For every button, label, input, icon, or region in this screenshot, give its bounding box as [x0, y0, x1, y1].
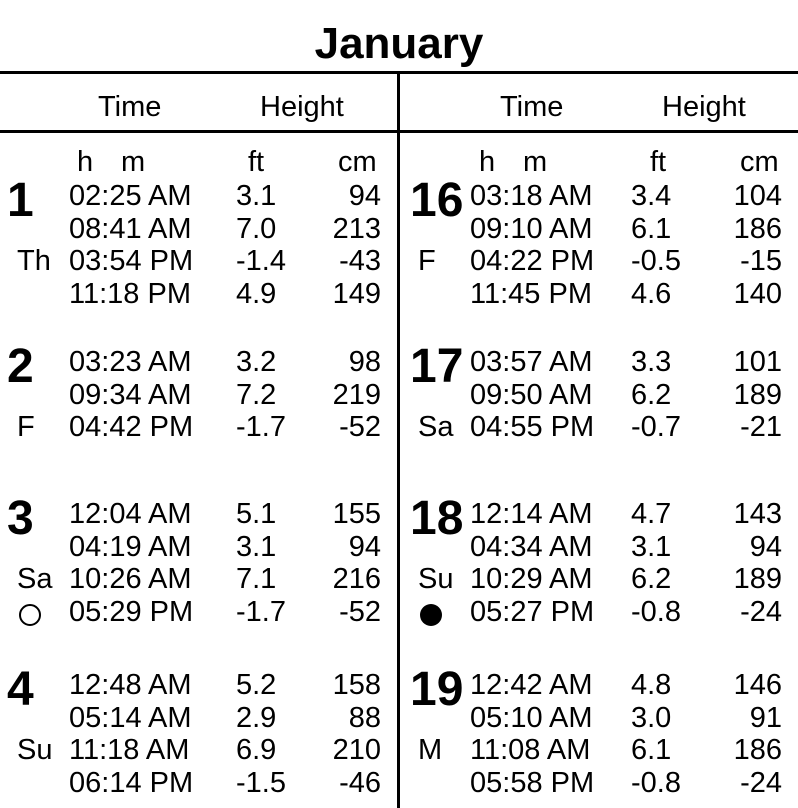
tide-time: 04:34 AM	[470, 530, 593, 563]
tide-time: 04:19 AM	[69, 530, 192, 563]
minutes-unit: m	[523, 146, 548, 178]
tide-height-ft: 6.2	[631, 563, 672, 595]
tide-height-cm: 101	[733, 346, 782, 378]
tide-time: 09:10 AM	[470, 212, 593, 245]
tide-height-ft: 4.7	[631, 498, 672, 530]
day-of-week: F	[418, 245, 436, 277]
tide-time: 05:10 AM	[470, 701, 593, 734]
tide-time: 12:48 AM	[69, 669, 192, 701]
tide-height-cm: 140	[733, 277, 782, 310]
tide-time: 04:55 PM	[470, 411, 595, 443]
height-column-header: Height	[662, 91, 746, 123]
tide-height-ft: 7.2	[236, 378, 277, 411]
tide-time: 10:29 AM	[470, 563, 593, 595]
tide-height-ft: 2.9	[236, 701, 277, 734]
day-number: 2	[7, 340, 34, 393]
tide-height-cm: 219	[332, 378, 381, 411]
tide-height-ft: 6.1	[631, 212, 672, 245]
tide-time: 05:27 PM	[470, 595, 595, 628]
tide-height-cm: 210	[332, 734, 381, 766]
tide-height-cm: 94	[749, 530, 782, 563]
tide-height-ft: 6.1	[631, 734, 672, 766]
tide-time: 04:42 PM	[69, 411, 194, 443]
tide-height-ft: -1.4	[236, 245, 286, 277]
tide-height-ft: 4.8	[631, 669, 672, 701]
tide-height-cm: -24	[740, 766, 782, 799]
tide-height-cm: 98	[348, 346, 381, 378]
tide-height-ft: -1.5	[236, 766, 286, 799]
tide-time: 11:45 PM	[470, 277, 592, 310]
month-title: January	[314, 19, 484, 68]
tide-time: 03:18 AM	[470, 180, 593, 212]
tide-height-cm: 94	[348, 180, 381, 212]
panel-divider	[397, 72, 400, 808]
day-of-week: F	[17, 411, 35, 443]
time-column-header: Time	[98, 91, 162, 123]
tide-height-ft: 7.1	[236, 563, 277, 595]
tide-height-cm: -24	[740, 595, 782, 628]
day-of-week: Sa	[17, 563, 53, 595]
tide-time: 09:50 AM	[470, 378, 593, 411]
day-number: 18	[410, 492, 464, 545]
tide-time: 12:14 AM	[470, 498, 593, 530]
tide-height-cm: 91	[749, 701, 782, 734]
tide-height-cm: 149	[332, 277, 381, 310]
tide-time: 10:26 AM	[69, 563, 192, 595]
tide-height-ft: 3.2	[236, 346, 277, 378]
day-of-week: Sa	[418, 411, 454, 443]
tide-height-cm: 186	[733, 212, 782, 245]
tide-time: 05:58 PM	[470, 766, 595, 799]
day-of-week: M	[418, 734, 443, 766]
tide-time: 12:42 AM	[470, 669, 593, 701]
tide-height-cm: 88	[348, 701, 381, 734]
tide-time: 03:54 PM	[69, 245, 194, 277]
tide-height-ft: 4.6	[631, 277, 672, 310]
centimeters-unit: cm	[740, 146, 779, 178]
tide-height-ft: 6.9	[236, 734, 277, 766]
tide-height-ft: -0.8	[631, 595, 681, 628]
tide-height-ft: 5.2	[236, 669, 277, 701]
tide-height-ft: 3.0	[631, 701, 672, 734]
tide-height-cm: -43	[339, 245, 381, 277]
centimeters-unit: cm	[338, 146, 377, 178]
day-of-week: Su	[418, 563, 454, 595]
tide-time: 02:25 AM	[69, 180, 192, 212]
tide-height-ft: -0.5	[631, 245, 681, 277]
tide-height-ft: -1.7	[236, 595, 286, 628]
tide-time: 11:18 PM	[69, 277, 191, 310]
full-moon-icon	[19, 604, 41, 626]
tide-height-cm: 158	[332, 669, 381, 701]
tide-height-ft: -0.8	[631, 766, 681, 799]
tide-height-cm: 189	[733, 563, 782, 595]
tide-height-ft: 3.4	[631, 180, 672, 212]
tide-height-cm: -15	[740, 245, 782, 277]
height-column-header: Height	[260, 91, 344, 123]
tide-time: 04:22 PM	[470, 245, 595, 277]
day-number: 17	[410, 340, 464, 393]
hours-unit: h	[77, 146, 94, 178]
tide-height-ft: 5.1	[236, 498, 277, 530]
day-number: 1	[7, 174, 34, 227]
tide-time: 06:14 PM	[69, 766, 194, 799]
feet-unit: ft	[248, 146, 265, 178]
hours-unit: h	[479, 146, 496, 178]
tide-height-ft: 3.1	[236, 530, 277, 563]
tide-height-cm: 94	[348, 530, 381, 563]
tide-height-cm: 189	[733, 378, 782, 411]
tide-height-ft: 6.2	[631, 378, 672, 411]
tide-height-ft: 3.1	[631, 530, 672, 563]
tide-time: 05:14 AM	[69, 701, 192, 734]
tide-height-cm: 146	[733, 669, 782, 701]
tide-time: 03:23 AM	[69, 346, 192, 378]
day-of-week: Su	[17, 734, 53, 766]
day-number: 4	[7, 663, 34, 716]
tide-height-cm: 155	[332, 498, 381, 530]
time-column-header: Time	[500, 91, 564, 123]
tide-height-cm: 104	[733, 180, 782, 212]
tide-height-cm: 213	[332, 212, 381, 245]
day-number: 16	[410, 174, 464, 227]
tide-height-ft: -1.7	[236, 411, 286, 443]
tide-height-ft: 3.1	[236, 180, 277, 212]
day-number: 3	[7, 492, 34, 545]
tide-height-cm: 216	[332, 563, 381, 595]
tide-time: 11:08 AM	[470, 734, 591, 766]
tide-height-cm: -46	[339, 766, 381, 799]
minutes-unit: m	[121, 146, 146, 178]
day-of-week: Th	[17, 245, 51, 277]
feet-unit: ft	[650, 146, 667, 178]
tide-time: 03:57 AM	[470, 346, 593, 378]
tide-height-cm: 143	[733, 498, 782, 530]
tide-height-ft: 3.3	[631, 346, 672, 378]
tide-time: 08:41 AM	[69, 212, 192, 245]
tide-height-cm: -52	[339, 595, 381, 628]
tide-time: 05:29 PM	[69, 595, 194, 628]
tide-time: 12:04 AM	[69, 498, 192, 530]
tide-height-ft: -0.7	[631, 411, 681, 443]
tide-height-cm: 186	[733, 734, 782, 766]
tide-height-cm: -52	[339, 411, 381, 443]
tide-height-ft: 7.0	[236, 212, 277, 245]
tide-height-ft: 4.9	[236, 277, 277, 310]
day-number: 19	[410, 663, 464, 716]
tide-height-cm: -21	[740, 411, 782, 443]
tide-time: 09:34 AM	[69, 378, 192, 411]
tide-time: 11:18 AM	[69, 734, 190, 766]
new-moon-icon	[420, 604, 442, 626]
